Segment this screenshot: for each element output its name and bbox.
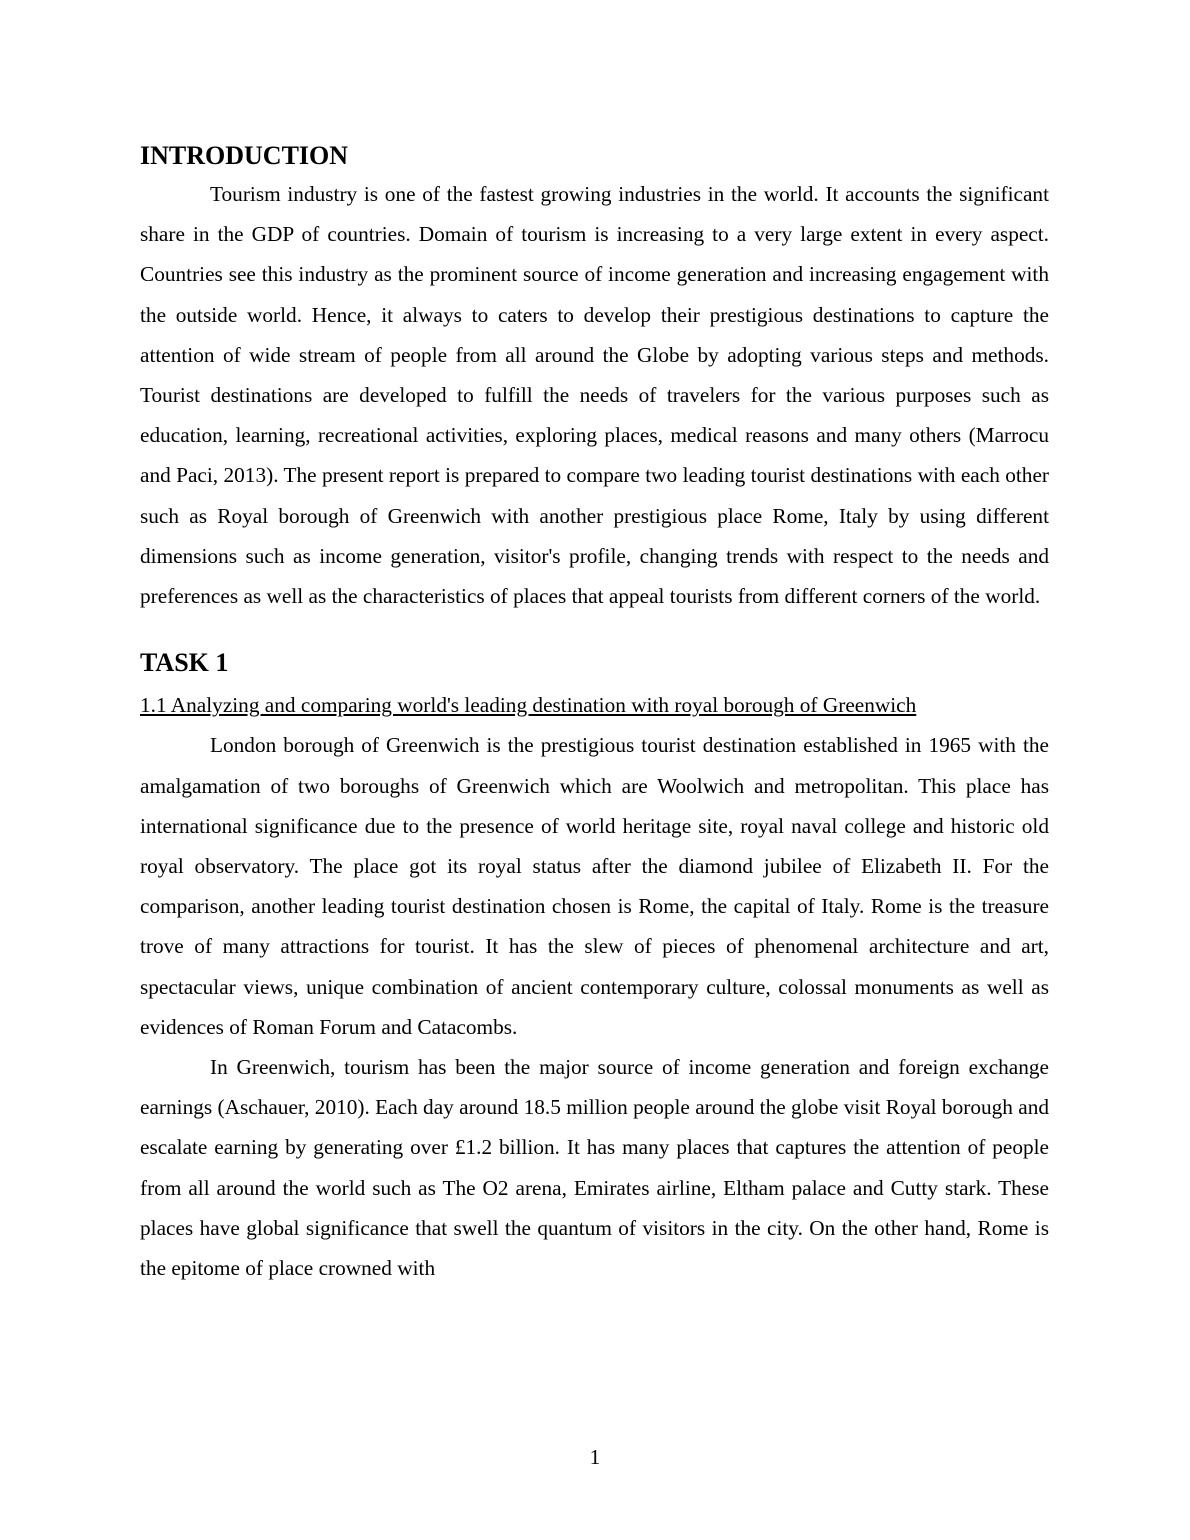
page-number: 1 [589,1445,601,1469]
task-1-1-subheading: 1.1 Analyzing and comparing world's leading destination with royal borough of Greenwich [140,693,917,718]
introduction-paragraph: Tourism industry is one of the fastest growing industries in the world. It accounts the significant share in the GDP of countries. Domain of tourism is increasing to a very large extent in every aspect. Countries see this industry as the prominent source of income generation and increasing engagement with the outside world. Hence, it always to caters to develop their prestigious destinations to capture the attention of wide stream of people from all around the Globe by adopting various steps and methods. Tourist destinations are developed to fulfill the needs of travelers for the various purposes such as education, learning, recreational activities, exploring places, medical reasons and many others (Marrocu and Paci, 2013). The present report is prepared to compare two leading tourist destinations with each other such as Royal borough of Greenwich with another prestigious place Rome, Italy by using different dimensions such as income generation, visitor's profile, changing trends with respect to the needs and preferences as well as the characteristics of places that appeal tourists from different corners of the world. [140,182,1049,609]
introduction-heading: INTRODUCTION [140,141,349,170]
greenwich-paragraph: London borough of Greenwich is the prestigious tourist destination established in 1965 with the amalgamation of two boroughs of Greenwich which are Woolwich and metropolitan. This place has international significance due to the presence of world heritage site, royal naval college and historic old royal observatory. The place got its royal status after the diamond jubilee of Elizabeth II. For the comparison, another leading tourist destination chosen is Rome, the capital of Italy. Rome is the treasure trove of many attractions for tourist. It has the slew of pieces of phenomenal architecture and art, spectacular views, unique combination of ancient contemporary culture, colossal monuments as well as evidences of Roman Forum and Catacombs. [140,733,1049,1039]
document-page [140,138,1049,1288]
task-1-heading: TASK 1 [140,648,229,678]
tourism-income-paragraph: In Greenwich, tourism has been the major source of income generation and foreign exchange earnings (Aschauer, 2010). Each day around 18.5 million people around the globe visit Royal borough and escalate earning by generating over £1.2 billion. It has many places that captures the attention of people from all around the world such as The O2 arena, Emirates airline, Eltham palace and Cutty stark. These places have global significance that swell the quantum of visitors in the city. On the other hand, Rome is the epitome of place crowned with [140,1055,1049,1281]
